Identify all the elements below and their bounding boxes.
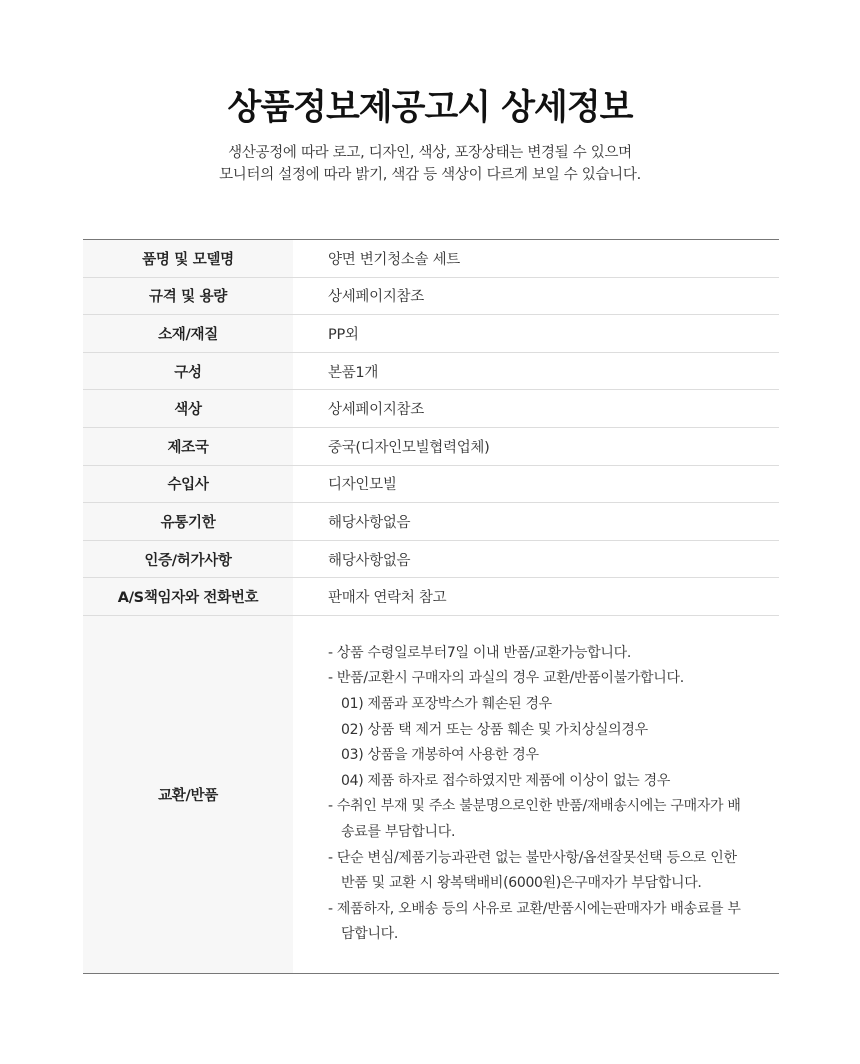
row-label-expiry: 유통기한: [83, 503, 293, 541]
row-label-model-name: 품명 및 모델명: [83, 240, 293, 278]
row-value-exchange: [293, 615, 779, 973]
row-value-expiry: 해당사항없음: [293, 503, 779, 541]
policy-line: - 상품 수령일로부터7일 이내 반품/교환가능합니다.: [328, 644, 632, 661]
policy-subline: 03) 상품을 개봉하여 사용한 경우: [341, 747, 539, 764]
row-label-composition: 구성: [83, 352, 293, 390]
product-info-table: [83, 239, 779, 974]
row-label-importer: 수입사: [83, 465, 293, 503]
row-value-model-name: 양면 변기청소솔 세트: [293, 240, 779, 278]
policy-line: - 반품/교환시 구매자의 과실의 경우 교환/반품이불가합니다.: [328, 670, 684, 687]
table-row: [83, 427, 779, 465]
table-row: [83, 315, 779, 353]
row-label-size: 규격 및 용량: [83, 277, 293, 315]
table-row: [83, 465, 779, 503]
row-value-certification: 해당사항없음: [293, 540, 779, 578]
notice-text: [0, 142, 860, 186]
table-row: [83, 578, 779, 616]
policy-line: - 단순 변심/제품기능과관련 없는 불만사항/옵션잘못선택 등으로 인한 반품 및 교환 시 왕복택배비(6000원)은구매자가 부담합니다.: [328, 849, 737, 892]
policy-subline: 01) 제품과 포장박스가 훼손된 경우: [341, 696, 552, 713]
notice-line-1: 생산공정에 따라 로고, 디자인, 색상, 포장상태는 변경될 수 있으며: [228, 145, 632, 161]
policy-line: - 제품하자, 오배송 등의 사유로 교환/반품시에는판매자가 배송료를 부담합니다.: [328, 900, 741, 943]
exchange-policy-list: [328, 641, 748, 948]
row-value-origin: 중국(디자인모빌협력업체): [293, 427, 779, 465]
row-value-importer: 디자인모빌: [293, 465, 779, 503]
row-value-as-contact: 판매자 연락처 참고: [293, 578, 779, 616]
policy-line: - 수취인 부재 및 주소 불분명으로인한 반품/재배송시에는 구매자가 배송료를 부담합니다.: [328, 798, 741, 841]
table-row: [83, 390, 779, 428]
row-label-material: 소재/재질: [83, 315, 293, 353]
policy-subline: 04) 제품 하자로 접수하였지만 제품에 이상이 없는 경우: [341, 772, 671, 789]
row-value-composition: 본품1개: [293, 352, 779, 390]
policy-subline: 02) 상품 택 제거 또는 상품 훼손 및 가치상실의경우: [341, 721, 648, 738]
table-row: [83, 352, 779, 390]
row-value-size: 상세페이지참조: [293, 277, 779, 315]
row-label-color: 색상: [83, 390, 293, 428]
row-label-as-contact: A/S책임자와 전화번호: [83, 578, 293, 616]
notice-line-2: 모니터의 설정에 따라 밝기, 색감 등 색상이 다르게 보일 수 있습니다.: [219, 167, 641, 183]
row-label-certification: 인증/허가사항: [83, 540, 293, 578]
table-row: [83, 615, 779, 973]
page-title: 상품정보제공고시 상세정보: [227, 88, 633, 128]
table-row: [83, 540, 779, 578]
row-value-material: PP외: [293, 315, 779, 353]
table-row: [83, 240, 779, 278]
row-label-origin: 제조국: [83, 427, 293, 465]
row-label-exchange: 교환/반품: [83, 615, 293, 973]
table-row: [83, 503, 779, 541]
row-value-color: 상세페이지참조: [293, 390, 779, 428]
table-row: [83, 277, 779, 315]
